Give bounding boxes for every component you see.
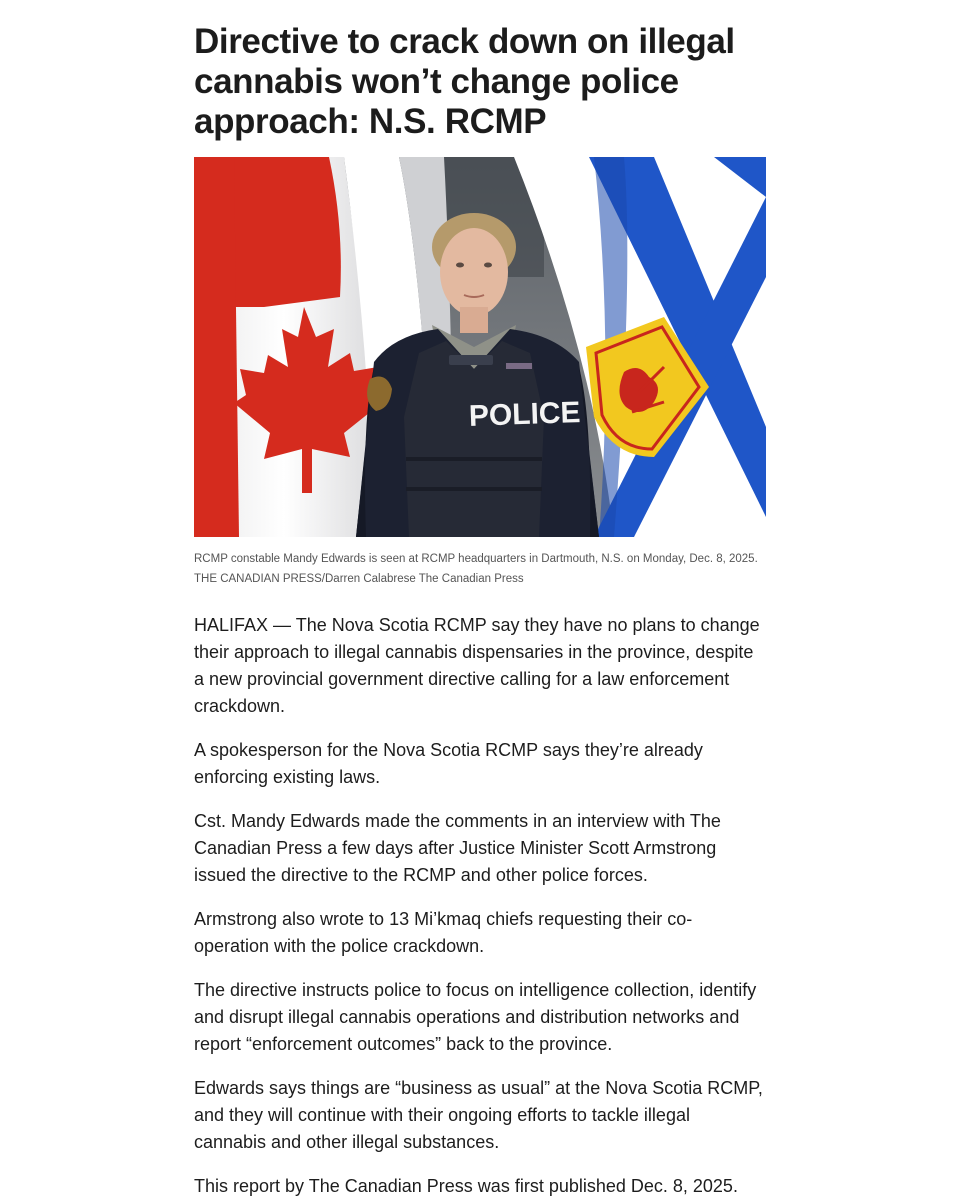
article	[194, 0, 766, 1200]
article-body	[194, 612, 766, 1200]
paragraph: Armstrong also wrote to 13 Mi’kmaq chiefs requesting their co-operation with the police crackdown.	[194, 909, 693, 956]
article-headline: Directive to crack down on illegal cannabis won’t change police approach: N.S. RCMP	[194, 22, 735, 141]
paragraph: HALIFAX — The Nova Scotia RCMP say they have no plans to change their approach to illegal cannabis dispensaries in the province, despite a new provincial government directive calling for a law enforcement crackdown.	[194, 615, 760, 716]
paragraph: Edwards says things are “business as usual” at the Nova Scotia RCMP, and they will continue with their ongoing efforts to tackle illegal cannabis and other illegal substances.	[194, 1078, 763, 1152]
paragraph: The directive instructs police to focus on intelligence collection, identify and disrupt illegal cannabis operations and distribution networks and report “enforcement outcomes” back to the province.	[194, 980, 757, 1054]
caption-line-1: RCMP constable Mandy Edwards is seen at RCMP headquarters in Dartmouth, N.S. on Monday, Dec. 8, 2025.	[194, 553, 758, 565]
caption-line-2: THE CANADIAN PRESS/Darren Calabrese The Canadian Press	[194, 573, 524, 585]
article-photo	[194, 157, 766, 537]
paragraph: A spokesperson for the Nova Scotia RCMP says they’re already enforcing existing laws.	[194, 740, 703, 787]
paragraph: This report by The Canadian Press was first published Dec. 8, 2025.	[194, 1176, 738, 1196]
vest-police-label: POLICE	[468, 396, 582, 433]
photo-caption	[194, 549, 766, 589]
paragraph: Cst. Mandy Edwards made the comments in an interview with The Canadian Press a few days after Justice Minister Scott Armstrong issued the directive to the RCMP and other police forces.	[194, 811, 721, 885]
